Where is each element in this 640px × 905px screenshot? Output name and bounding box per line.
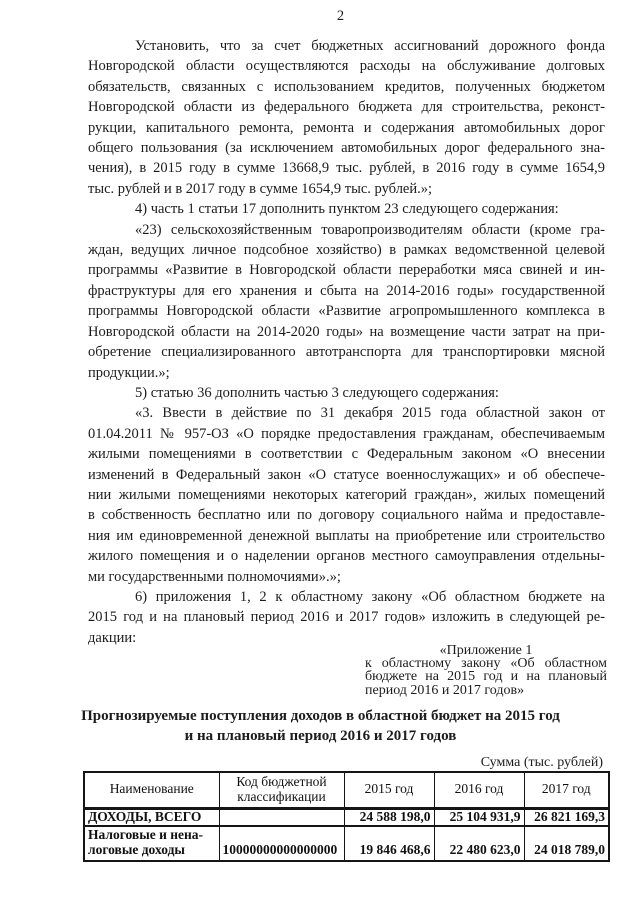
- body-line: изменений в Федеральный закон «О статусе военнослужащих» и об обеспече-: [88, 466, 605, 483]
- appendix-line: «Приложение 1: [439, 643, 533, 658]
- table-title-line: и на плановый период 2016 и 2017 годов: [184, 727, 457, 744]
- body-line: в собственность бесплатно или по договору социального найма и предоставле-: [88, 507, 605, 524]
- unit-label: Сумма (тыс. рублей): [480, 755, 603, 770]
- row-name-cell: Налоговые и нена-логовые доходы: [84, 826, 219, 861]
- page-number: 2: [336, 8, 345, 24]
- body-line: фраструктуры для его хранения и сбыта на 2014-2016 годы» государственной: [88, 282, 605, 299]
- body-line: жилыми помещениями в соответствии с Федеральным законом «О внесении: [88, 446, 605, 463]
- body-line: 4) часть 1 статьи 17 дополнить пунктом 23 следующего содержания:: [135, 201, 559, 218]
- appendix-reference-block: [365, 644, 607, 697]
- row-code-cell: 10000000000000000: [219, 826, 344, 861]
- table-header-2016: 2016 год: [434, 772, 524, 808]
- row-2016-cell: 22 480 623,0: [434, 826, 524, 861]
- body-line: 01.04.2011 № 957-ОЗ «О порядке предоставления гражданам, обеспечиваемым: [88, 425, 605, 442]
- table-header-2015: 2015 год: [344, 772, 434, 808]
- body-line: 2015 год и на плановый период 2016 и 2017 годов» изложить в следующей ре-: [88, 609, 605, 626]
- body-line: Новгородской области на 2014-2020 годы» на возмещение части затрат на при-: [88, 323, 605, 340]
- body-line: программы Новгородской области «Развитие агропромышленного комплекса в: [88, 303, 605, 320]
- body-line: рукции, капитального ремонта, ремонта и содержания автомобильных дорог: [88, 119, 605, 136]
- body-line: ния им единовременной денежной выплаты на приобретение или строительство: [88, 527, 605, 544]
- revenue-table: [83, 771, 610, 862]
- row-2016-cell: 25 104 931,9: [434, 808, 524, 826]
- body-line: ждан, ведущих личное подсобное хозяйство) в рамках ведомственной целевой: [88, 242, 605, 259]
- appendix-line: к областному закону «Об областном: [365, 656, 607, 672]
- row-2017-cell: 24 018 789,0: [524, 826, 609, 861]
- table-header-name: Наименование: [84, 772, 219, 808]
- row-2015-cell: 19 846 468,6: [344, 826, 434, 861]
- body-line: 6) приложения 1, 2 к областному закону «Об областном бюджете на: [135, 588, 605, 605]
- body-line: обретение специализированного автотранспорта для транспортировки мясной: [88, 344, 605, 361]
- row-2015-cell: 24 588 198,0: [344, 808, 434, 826]
- table-title-line: Прогнозируемые поступления доходов в областной бюджет на 2015 год: [81, 708, 560, 724]
- body-line: дакции:: [88, 629, 137, 646]
- body-text: [88, 36, 605, 648]
- body-line: жилого помещения и о наделении органов местного самоуправления отдельны-: [88, 548, 605, 565]
- body-line: Новгородской области из федерального бюджета для строительства, реконст-: [88, 99, 605, 116]
- body-line: «23) сельскохозяйственным товаропроизводителям области (кроме гра-: [135, 221, 605, 238]
- table-title: [62, 707, 579, 746]
- table-row: [84, 808, 609, 826]
- table-row: [84, 826, 609, 861]
- appendix-line: бюджете на 2015 год и на плановый: [365, 669, 607, 685]
- body-line: чения), в 2015 году в сумме 13668,9 тыс. рублей, в 2016 году в сумме 1654,9: [88, 160, 605, 177]
- row-name-cell: ДОХОДЫ, ВСЕГО: [84, 808, 219, 826]
- table-header-row: [84, 772, 609, 808]
- body-line: ми государственными полномочиями».»;: [88, 568, 341, 585]
- body-line: программы «Развитие в Новгородской области переработки мяса свиней и ин-: [88, 262, 605, 279]
- appendix-line: период 2016 и 2017 годов»: [365, 682, 525, 698]
- table-header-2017: 2017 год: [524, 772, 609, 808]
- body-line: 5) статью 36 дополнить частью 3 следующего содержания:: [135, 384, 499, 401]
- body-line: общего пользования (за исключением автомобильных дорог федерального зна-: [88, 140, 605, 157]
- row-code-cell: [219, 808, 344, 826]
- body-line: тыс. рублей и в 2017 году в сумме 1654,9 тыс. рублей.»;: [88, 180, 433, 197]
- body-line: нии жилыми помещениями некоторых категорий граждан», жилых помещений: [88, 486, 605, 503]
- row-2017-cell: 26 821 169,3: [524, 808, 609, 826]
- body-line: продукции.»;: [88, 364, 170, 381]
- body-line: «3. Ввести в действие по 31 декабря 2015 года областной закон от: [135, 405, 605, 422]
- body-line: обязательств, связанных с использованием кредитов, полученных бюджетом: [88, 78, 605, 95]
- table-header-code: Код бюджетной классификации: [219, 772, 344, 808]
- body-line: Установить, что за счет бюджетных ассигнований дорожного фонда: [135, 38, 605, 54]
- body-line: Новгородской области осуществляются расходы на обслуживание долговых: [88, 58, 605, 75]
